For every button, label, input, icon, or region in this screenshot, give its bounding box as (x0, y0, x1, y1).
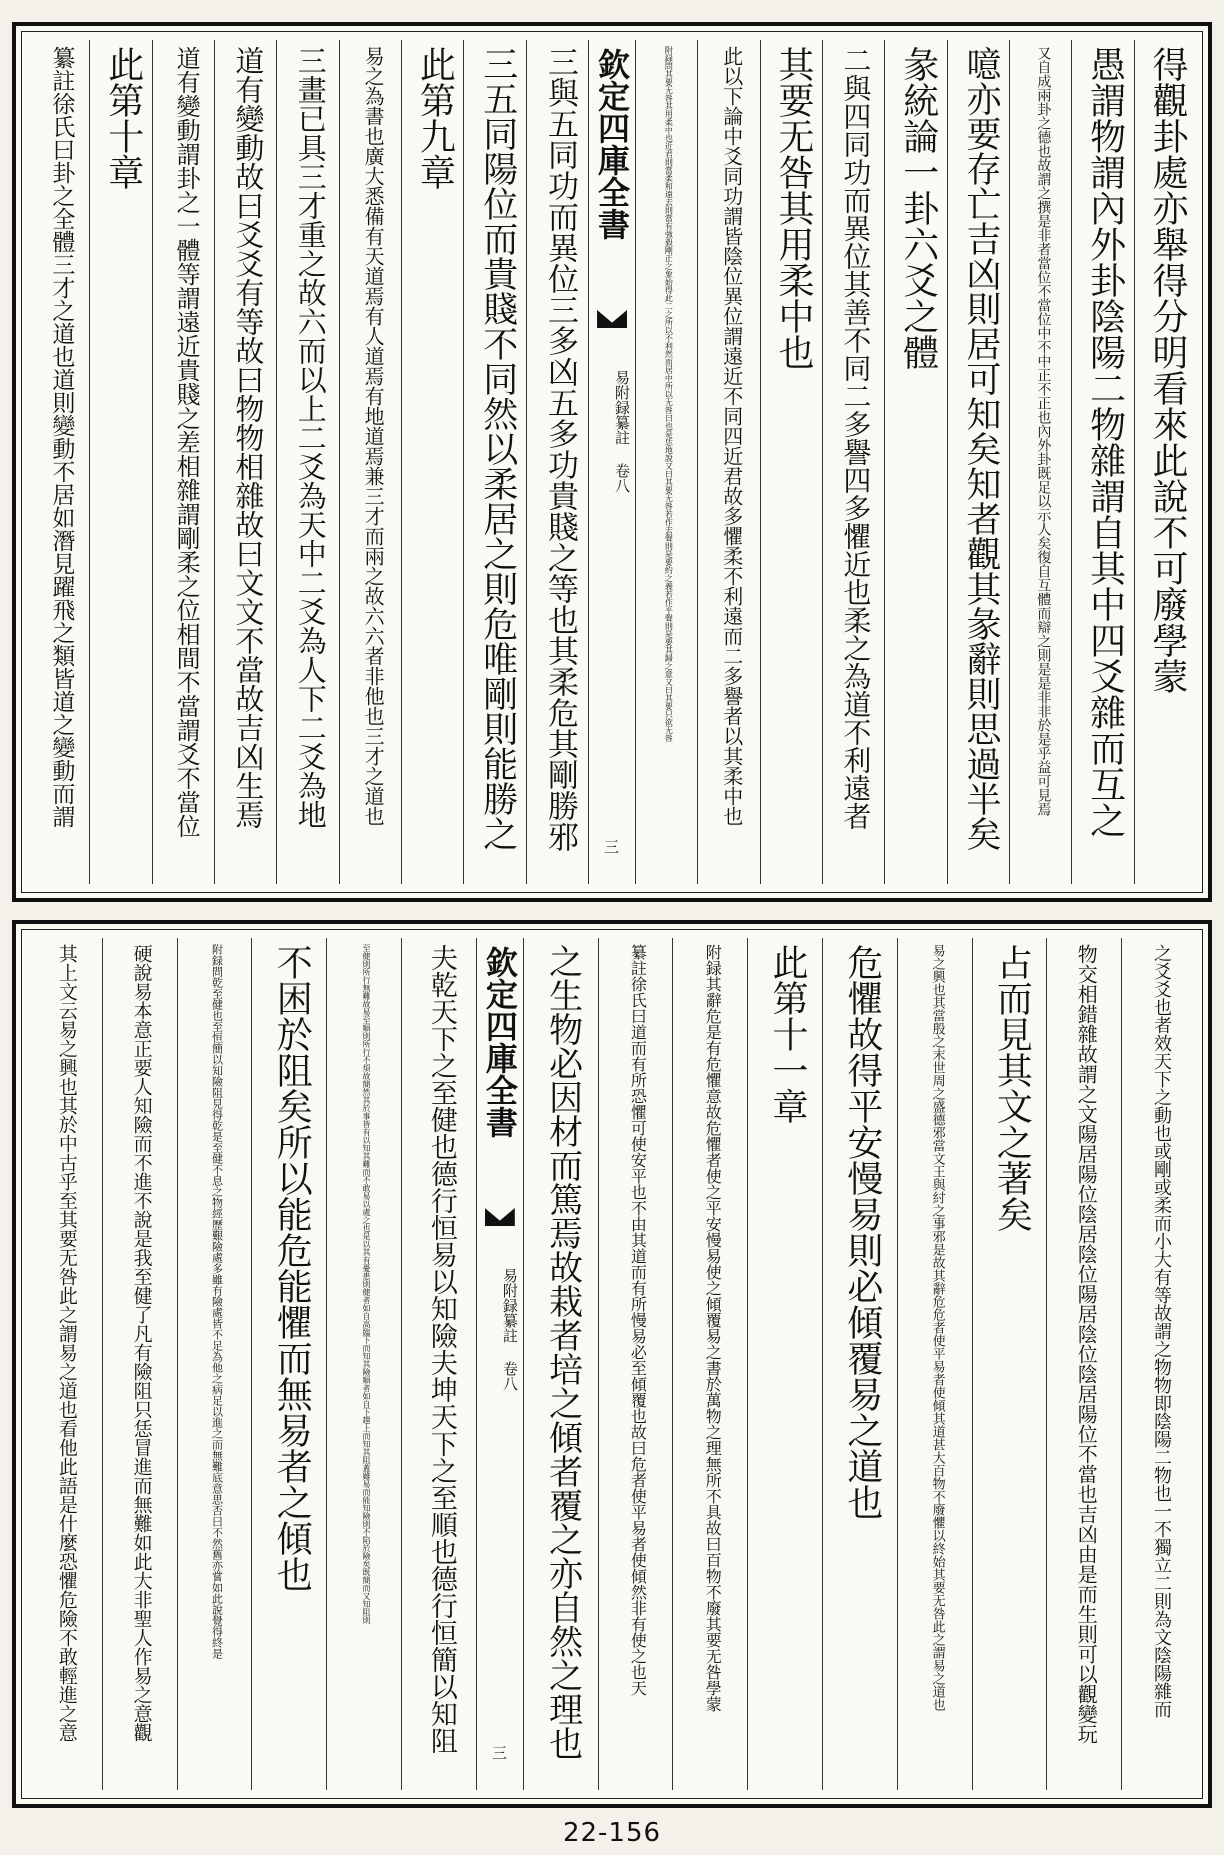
text-column (747, 938, 822, 1790)
text-column (102, 938, 177, 1790)
column-text: 占而見其文之著矣 (991, 944, 1033, 1232)
volume-label: 易附録纂註 卷八 (500, 1268, 519, 1391)
column-text: 愚謂物謂內外卦陰陽二物雜謂自其中四爻雜而互之 (1084, 46, 1126, 838)
text-column (1046, 938, 1121, 1790)
column-text: 纂註徐氏曰卦之全體三才之道也道則變動不居如潛見躍飛之類皆道之變動而謂 (48, 46, 75, 828)
column-text: 硬說易本意正要人知險而不進不說是我至健了凡有險阻只恁冒進而無難如此大非聖人作易之意觀 (130, 944, 153, 1742)
text-column (526, 40, 588, 884)
column-text: 三畫已具三才重之故六而以上二爻為天中二爻為人下二爻為地 (293, 46, 328, 829)
text-column (598, 938, 673, 1790)
column-text: 又自成兩卦之德也故謂之撰是非者當位不當位中不中正不正也內外卦既足以示人矣復自互體而辯之則是是非非於是乎益可見焉 (1035, 46, 1052, 816)
fish-tail-mark-icon (485, 1208, 515, 1226)
text-column (214, 40, 276, 884)
fish-tail-mark-icon (597, 310, 627, 328)
column-text: 此第九章 (414, 46, 456, 190)
library-gutter (476, 938, 523, 1790)
bottom-page-panel (12, 920, 1212, 1808)
folio-number: 三 (602, 839, 621, 854)
text-column (822, 938, 897, 1790)
bottom-text-columns (28, 938, 1196, 1790)
column-text: 附録問乾至健也至恒簡以知險阻見得乾是至健不息之物經歷艱險處多雖有險處皆不足為他之病足以進之而無難底意思否曰不然舊亦嘗如此說覺得終是 (210, 944, 224, 1659)
column-text: 彖統論一卦六爻之體 (897, 46, 939, 370)
text-column (401, 40, 463, 884)
column-text: 得觀卦處亦舉得分明看來此說不可廢學蒙 (1147, 46, 1188, 694)
column-text: 危懼故得平安慢易則必傾覆易之道也 (841, 944, 883, 1520)
column-text: 其上文云易之興也其於中古乎至其要无咎此之謂易之道也看他此語是什麼恐懼危險不敢輕進之意 (55, 944, 78, 1742)
library-gutter (588, 40, 635, 884)
text-column (1134, 40, 1196, 884)
text-column (972, 938, 1047, 1790)
column-text: 道有變動故曰爻爻有等故曰物物相雜故曰文文不當故吉凶生焉 (231, 46, 266, 829)
text-column (884, 40, 946, 884)
text-column (523, 938, 598, 1790)
text-column (401, 938, 476, 1790)
text-column (152, 40, 214, 884)
column-text: 附録問其要无咎其用柔中也近君則當柔和遠去則當有強毅剛正之象始得此二之所以不利然而居中所以无咎曰也是恁地說又曰其要无咎若作去聲則是要約之義若作平聲則是要其歸之意又曰其要只欲无咎 (664, 46, 674, 742)
column-text: 二與四同功而異位其善不同二多譽四多懼近也柔之為道不利遠者 (839, 46, 873, 830)
column-text: 噫亦要存亡吉凶則居可知矣知者觀其彖辭則思過半矣 (961, 46, 1002, 851)
library-title: 欽定四庫全書 (593, 48, 632, 240)
volume-label: 易附録纂註 卷八 (613, 370, 632, 493)
column-text: 其要无咎其用柔中也 (773, 46, 815, 370)
column-text: 三五同陽位而貴賤不同然以柔居之則危唯剛則能勝之 (477, 46, 518, 851)
page-number: 22-156 (562, 1818, 662, 1848)
column-text: 三與五同功而異位三多凶五多功貴賤之等也其柔危其剛勝邪 (542, 46, 579, 852)
top-page-panel (12, 22, 1212, 902)
column-text: 之爻爻也者效天下之動也或剛或柔而小大有等故謂之物物即陰陽二物也一不獨立二則為文陰陽雜而 (1151, 944, 1172, 1718)
column-text: 附録其辭危是有危懼意故危懼者使之平安慢易使之傾覆易之書於萬物之理無所不具故曰百物不廢其要无咎學蒙 (703, 944, 723, 1712)
text-column (760, 40, 822, 884)
folio-number: 三 (489, 1745, 508, 1760)
text-column (1071, 40, 1133, 884)
column-text: 不困於阻矣所以能危能懼而無易者之傾也 (271, 944, 313, 1592)
text-column (1121, 938, 1196, 1790)
text-column (897, 938, 972, 1790)
text-column (635, 40, 697, 884)
text-column (89, 40, 151, 884)
text-column (28, 938, 102, 1790)
column-text: 至健則所行無難故易至順則所行不煩故簡然其於事皆有以知其難而不敢易以處之也是以其有憂患則健者如自高臨下而知其險順者如自下趨上而知其阻蓋雖易而能知險則不陷於險矣既簡而又知阻則 (362, 944, 372, 1624)
text-column (177, 938, 252, 1790)
column-text: 物交相錯雜故謂之文陽居陽位陰居陰位陽居陰位陰居陽位不當也吉凶由是而生則可以觀變玩 (1074, 944, 1099, 1744)
text-column (822, 40, 884, 884)
text-column (672, 938, 747, 1790)
column-text: 此第十一章 (767, 944, 809, 1124)
column-text: 纂註徐氏曰道而有所恐懼可使安平也不由其道而有所慢易必至傾覆也故曰危者使平易者使傾然非有使之也天 (628, 944, 648, 1696)
column-text: 道有變動謂卦之一體等謂遠近貴賤之差相雜謂剛柔之位相間不當謂爻不當位 (172, 46, 201, 838)
column-text: 易之興也其當殷之末世周之盛德邪當文王與紂之事邪是故其辭危危者使平易者使傾其道甚大百物不廢懼以終始其要无咎此之謂易之道也 (929, 944, 945, 1711)
column-text: 易之為書也廣大悉備有天道焉有人道焉有地道焉兼三才而兩之故六六者非他也三才之道也 (361, 46, 386, 826)
column-text: 夫乾天下之至健也德行恒易以知險夫坤天下之至順也德行恒簡以知阻 (425, 944, 457, 1754)
text-column (339, 40, 401, 884)
column-text: 之生物必因材而篤焉故栽者培之傾者覆之亦自然之理也 (542, 944, 583, 1760)
text-column (251, 938, 326, 1790)
library-title: 欽定四庫全書 (480, 946, 519, 1138)
text-column (463, 40, 525, 884)
text-column (947, 40, 1009, 884)
top-text-columns (28, 40, 1196, 884)
column-text: 此第十章 (102, 46, 144, 190)
text-column (276, 40, 338, 884)
text-column (326, 938, 401, 1790)
column-text: 此以下論中爻同功謂皆陰位異位謂遠近不同四近君故多懼柔不利遠而二多譽者以其柔中也 (719, 46, 744, 826)
text-column (697, 40, 759, 884)
text-column (28, 40, 89, 884)
text-column (1009, 40, 1071, 884)
